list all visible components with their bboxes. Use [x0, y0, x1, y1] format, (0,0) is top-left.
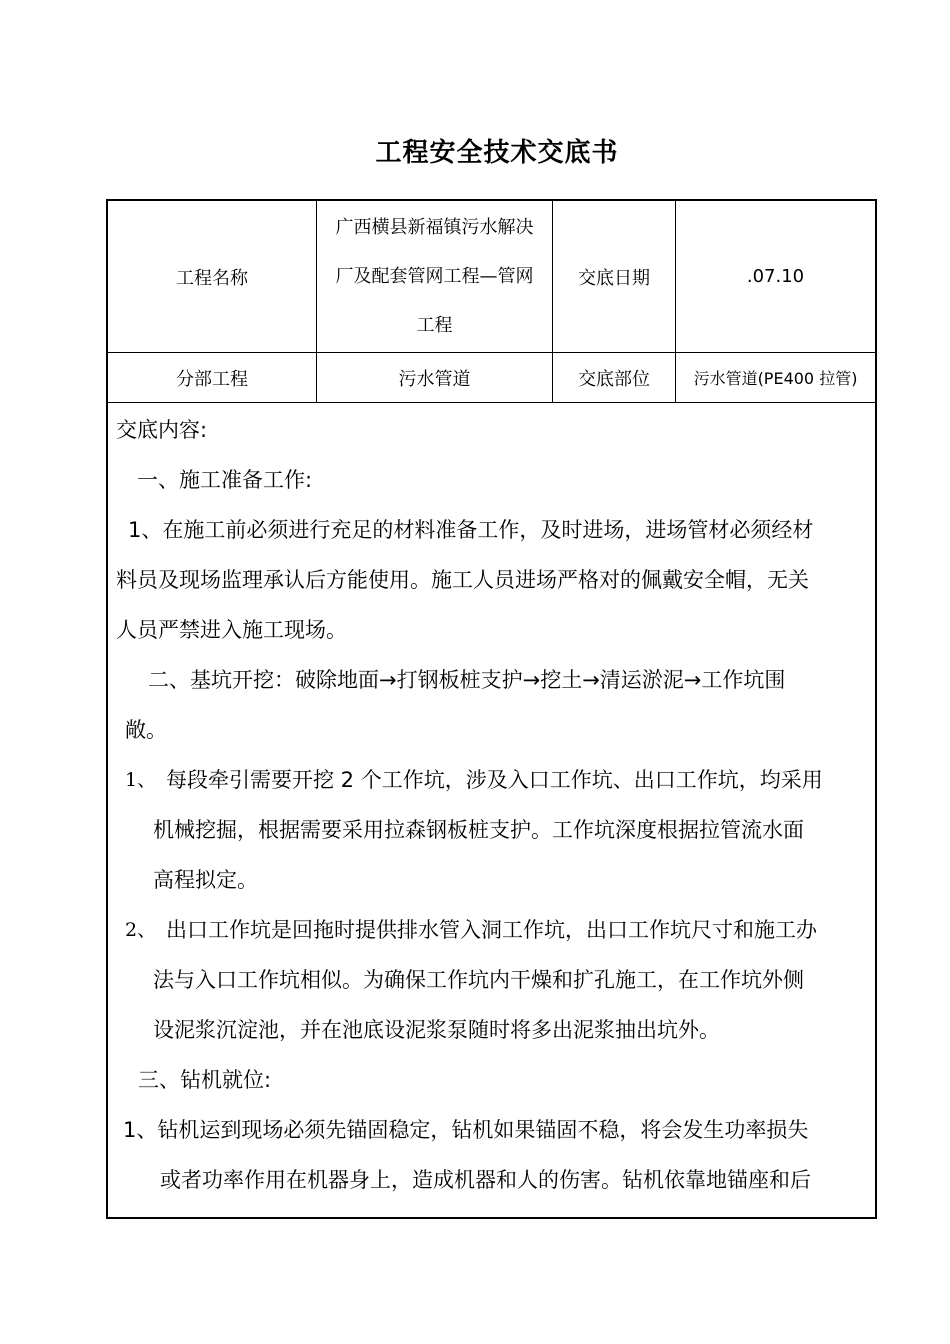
project-name-line: 广西横县新福镇污水解决	[335, 217, 534, 238]
project-name-label: 工程名称	[176, 267, 248, 289]
division-label: 分部工程	[176, 368, 248, 390]
section-heading: 敞。	[125, 718, 167, 742]
division-value: 污水管道	[398, 368, 471, 390]
list-item-line: 机械挖掘，根据需要采用拉森钢板桩支护。工作坑深度根据拉管流水面	[153, 818, 804, 842]
list-item-line: 设泥浆沉淀池，并在池底设泥浆泵随时将多出泥浆抽出坑外。	[153, 1018, 720, 1042]
paragraph-line: 人员严禁进入施工现场。	[116, 618, 347, 642]
disclosure-table	[106, 199, 877, 1219]
content-heading: 交底内容:	[116, 418, 208, 442]
project-name-line: 工程	[416, 315, 453, 336]
list-item-line: 高程拟定。	[153, 868, 258, 892]
list-item-line: 法与入口工作坑相似。为确保工作坑内干燥和扩孔施工，在工作坑外侧	[153, 968, 804, 992]
list-item-line: 出口工作坑是回拖时提供排水管入洞工作坑，出口工作坑尺寸和施工办	[166, 918, 817, 942]
location-value: 污水管道(PE400 拉管)	[693, 369, 858, 388]
list-item-number: 1、	[125, 769, 157, 791]
paragraph-line: 1、在施工前必须进行充足的材料准备工作，及时进场，进场管材必须经材	[128, 518, 814, 542]
project-name-value	[317, 201, 552, 352]
document-title: 工程安全技术交底书	[375, 138, 619, 168]
location-label: 交底部位	[578, 368, 650, 390]
date-value: .07.10	[746, 266, 805, 287]
section-heading: 二、基坑开挖：破除地面→打钢板桩支护→挖土→清运淤泥→工作坑围	[148, 668, 786, 692]
table-divider	[108, 402, 875, 403]
date-label: 交底日期	[578, 267, 650, 289]
paragraph-line: 料员及现场监理承认后方能使用。施工人员进场严格对的佩戴安全帽，无关	[116, 568, 809, 592]
section-heading: 一、施工准备工作:	[137, 468, 313, 492]
project-name-line: 厂及配套管网工程—管网	[335, 266, 534, 287]
section-heading: 三、钻机就位:	[138, 1068, 272, 1092]
list-item-line: 每段牵引需要开挖 2 个工作坑，涉及入口工作坑、出口工作坑，均采用	[166, 768, 823, 792]
paragraph-line: 1、钻机运到现场必须先锚固稳定，钻机如果锚固不稳，将会发生功率损失	[123, 1118, 809, 1142]
paragraph-line: 或者功率作用在机器身上，造成机器和人的伤害。钻机依靠地锚座和后	[160, 1168, 811, 1192]
list-item-number: 2、	[125, 919, 157, 941]
